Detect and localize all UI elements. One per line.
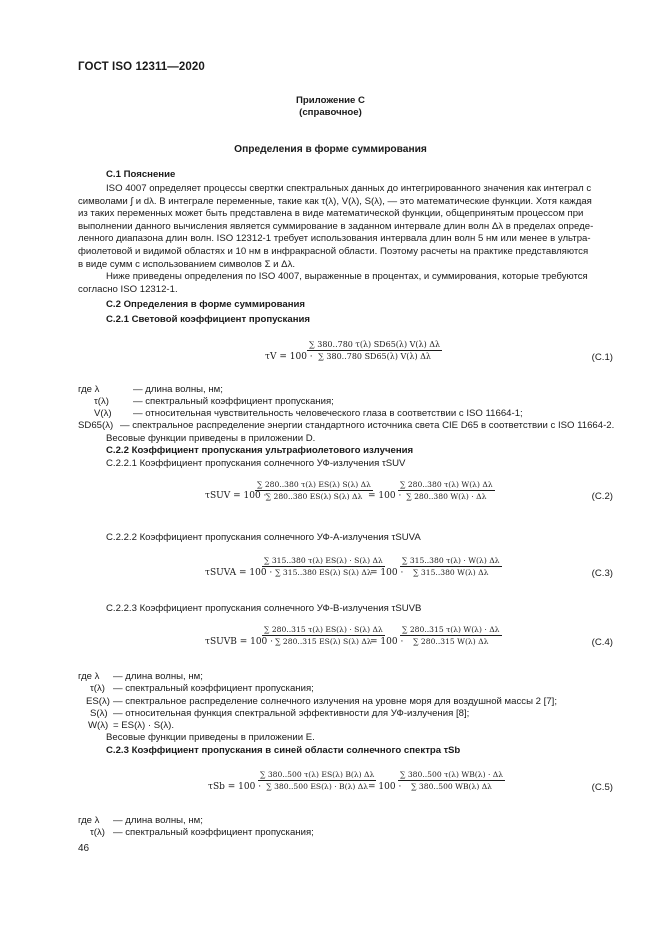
c223-heading: С.2.2.3 Коэффициент пропускания солнечного УФ-В-излучения τSUVB	[106, 603, 422, 614]
def-text: — относительная функция спектральной эффективности для УФ-излучения [8];	[113, 708, 470, 719]
def-text: — спектральное распределение солнечного излучения на уровне моря для воздушной массы 2 [7];	[113, 696, 557, 707]
formula-fraction	[255, 480, 373, 501]
text-line: выполнении данного вычисления является суммирование в заданном интервале длин волн Δλ в пределах опреде-	[78, 220, 594, 232]
formula-numerator: ∑ 380..780 τ(λ) SD65(λ) V(λ) Δλ	[309, 340, 441, 349]
section-title: Определения в форме суммирования	[234, 144, 427, 155]
formula-denominator: ∑ 280..380 ES(λ) S(λ) Δλ	[265, 492, 363, 501]
text-line: символами ∫ и dλ. В интеграле переменные, такие как τ(λ), V(λ), S(λ), — это математические функции. Хотя каждая	[78, 195, 592, 207]
formula-denominator: ∑ 280..315 W(λ) Δλ	[413, 637, 489, 646]
formula-numerator: ∑ 280..315 τ(λ) W(λ) · Δλ	[402, 625, 500, 634]
formula-middle: = 100 ·	[370, 637, 404, 647]
formula-c2	[0, 478, 661, 522]
def-symbol: где λ	[78, 384, 100, 395]
formula-denominator: ∑ 315..380 W(λ) Δλ	[413, 568, 489, 577]
formula-numerator: ∑ 280..380 τ(λ) ES(λ) S(λ) Δλ	[257, 480, 371, 489]
text-line: согласно ISO 12312-1.	[78, 283, 178, 295]
c2-heading: С.2 Определения в форме суммирования	[106, 299, 306, 310]
formula-fraction	[400, 556, 502, 577]
equation-number: (C.3)	[591, 568, 613, 579]
formula-fraction	[262, 625, 385, 646]
appendix-subtitle: (справочное)	[299, 107, 362, 118]
formula-lhs: τSUVB = 100 ·	[205, 637, 274, 647]
formula-fraction	[398, 770, 505, 791]
formula-c5	[0, 765, 661, 809]
formula-fraction	[307, 340, 442, 361]
def-text: = ES(λ) · S(λ).	[113, 720, 175, 731]
appendix-title: Приложение С	[296, 95, 365, 106]
def-symbol: τ(λ)	[90, 683, 105, 694]
equation-number: (C.5)	[591, 782, 613, 793]
def-text: — длина волны, нм;	[113, 815, 203, 826]
def-text: — относительная чувствительность человеческого глаза в соответствии с ISO 11664-1;	[133, 408, 523, 419]
formula-middle: = 100 ·	[368, 491, 402, 501]
formula-denominator: ∑ 380..500 ES(λ) · B(λ) Δλ	[266, 782, 369, 791]
equation-number: (C.1)	[591, 352, 613, 363]
formula-lhs: τSb = 100 ·	[208, 782, 262, 792]
text-line: из таких переменных может быть представлена в виде математической функции, общепринятым процессом при	[78, 208, 584, 220]
formula-fraction	[398, 480, 495, 501]
c23-heading: С.2.3 Коэффициент пропускания в синей области солнечного спектра τSb	[106, 745, 461, 756]
def-symbol: S(λ)	[90, 708, 108, 719]
formula-lhs: τV = 100 ·	[265, 352, 313, 362]
formula-numerator: ∑ 280..380 τ(λ) W(λ) Δλ	[400, 480, 493, 489]
formula-numerator: ∑ 315..380 τ(λ) ES(λ) · S(λ) Δλ	[264, 556, 383, 565]
def-text: — длина волны, нм;	[133, 384, 223, 395]
formula-denominator: ∑ 280..315 ES(λ) S(λ) Δλ	[275, 637, 372, 646]
formula-numerator: ∑ 380..500 τ(λ) WB(λ) · Δλ	[400, 770, 504, 779]
formula-numerator: ∑ 280..315 τ(λ) ES(λ) · S(λ) Δλ	[264, 625, 383, 634]
weights-note: Весовые функции приведены в приложении D.	[106, 433, 316, 444]
def-symbol: V(λ)	[94, 408, 112, 419]
def-symbol: SD65(λ)	[78, 420, 114, 431]
def-text: — спектральный коэффициент пропускания;	[133, 396, 334, 407]
text-line: ленного диапазона длин волн. ISO 12312-1 требует использования интервала длин волн 5 нм или менее в ультра-	[78, 233, 591, 245]
def-symbol: τ(λ)	[94, 396, 109, 407]
def-symbol: где λ	[78, 815, 100, 826]
formula-numerator: ∑ 315..380 τ(λ) · W(λ) Δλ	[402, 556, 500, 565]
formula-c1	[0, 338, 661, 382]
c22-heading: С.2.2 Коэффициент пропускания ультрафиолетового излучения	[106, 445, 414, 456]
formula-numerator: ∑ 380..500 τ(λ) ES(λ) B(λ) Δλ	[260, 770, 375, 779]
equation-number: (C.2)	[591, 491, 613, 502]
def-text: — длина волны, нм;	[113, 671, 203, 682]
document-header: ГОСТ ISO 12311—2020	[78, 61, 205, 73]
def-symbol: ES(λ)	[86, 696, 110, 707]
c1-paragraph-1	[78, 183, 616, 271]
formula-fraction	[262, 556, 385, 577]
text-line: фиолетовой и видимой областях и 10 нм в инфракрасной области. Поэтому расчеты на практике представляются	[78, 245, 589, 257]
c1-paragraph-2	[78, 271, 616, 296]
equation-number: (C.4)	[591, 637, 613, 648]
c222-heading: С.2.2.2 Коэффициент пропускания солнечного УФ-А-излучения τSUVA	[106, 532, 421, 543]
formula-middle: = 100 ·	[368, 782, 402, 792]
weights-note: Весовые функции приведены в приложении Е.	[106, 732, 315, 743]
def-symbol: где λ	[78, 671, 100, 682]
formula-denominator: ∑ 380..780 SD65(λ) V(λ) Δλ	[318, 352, 431, 361]
formula-denominator: ∑ 280..380 W(λ) · Δλ	[406, 492, 487, 501]
def-text: — спектральный коэффициент пропускания;	[113, 683, 314, 694]
formula-c3	[0, 552, 661, 596]
c21-heading: С.2.1 Световой коэффициент пропускания	[106, 314, 310, 325]
text-line: Ниже приведены определения по ISO 4007, выраженные в процентах, и суммирования, которые требуются	[106, 271, 588, 282]
formula-denominator: ∑ 315..380 ES(λ) S(λ) Δλ	[275, 568, 372, 577]
formula-middle: = 100 ·	[370, 568, 404, 578]
formula-denominator: ∑ 380..500 WB(λ) Δλ	[411, 782, 492, 791]
formula-c4	[0, 620, 661, 664]
text-line: ISO 4007 определяет процессы свертки спектральных данных до интегрированного значения как интеграл с	[106, 183, 592, 194]
def-text: — спектральное распределение энергии стандартного источника света CIE D65 в соответствии с ISO 11664-2.	[120, 420, 615, 431]
page-number: 46	[78, 843, 90, 854]
formula-fraction	[400, 625, 502, 646]
formula-lhs: τSUVA = 100 ·	[205, 568, 273, 578]
formula-lhs: τSUV = 100 ·	[205, 491, 267, 501]
formula-fraction	[258, 770, 376, 791]
def-symbol: τ(λ)	[90, 827, 105, 838]
text-line: в виде сумм с использованием символов Σ и Δλ.	[78, 258, 296, 270]
def-text: — спектральный коэффициент пропускания;	[113, 827, 314, 838]
def-symbol: W(λ)	[88, 720, 109, 731]
c1-heading: С.1 Пояснение	[106, 169, 176, 180]
c221-heading: С.2.2.1 Коэффициент пропускания солнечного УФ-излучения τSUV	[106, 458, 406, 469]
